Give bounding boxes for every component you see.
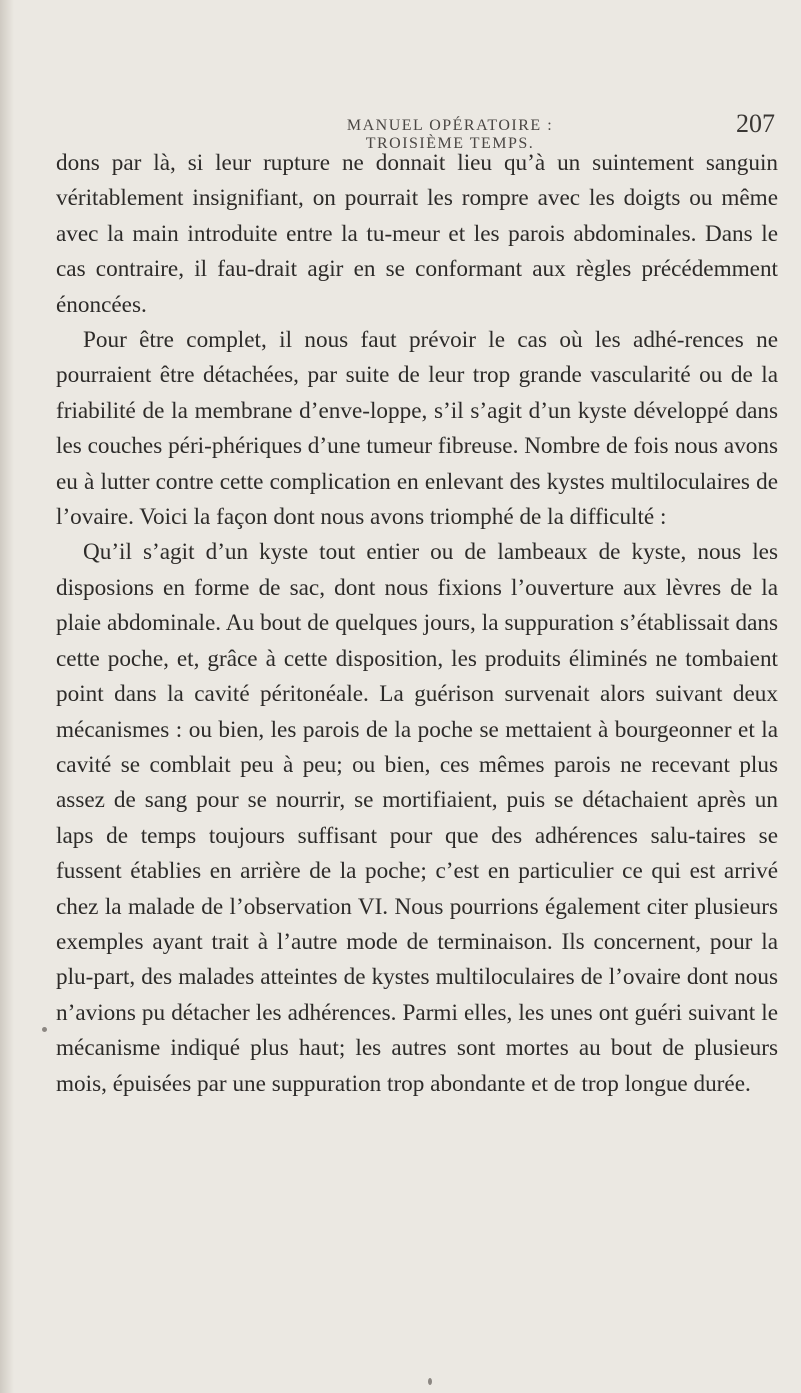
- body-text: [56, 146, 778, 1102]
- paragraph: Qu’il s’agit d’un kyste tout entier ou de lambeaux de kyste, nous les disposions en forme de sac, dont nous fixions l’ouverture aux lèvres de la plaie abdominale. Au bout de quelques jours, la suppuration s’établissait dans cette poche, et, grâce à cette disposition, les produits éliminés ne tombaient point dans la cavité péritonéale. La guérison survenait alors suivant deux mécanismes : ou bien, les parois de la poche se mettaient à bourgeonner et la cavité se comblait peu à peu; ou bien, ces mêmes parois ne recevant plus assez de sang pour se nourrir, se mortifiaient, puis se détachaient après un laps de temps toujours suffisant pour que des adhérences salu-taires se fussent établies en arrière de la poche; c’est en particulier ce qui est arrivé chez la malade de l’observation VI. Nous pourrions également citer plusieurs exemples ayant trait à l’autre mode de terminaison. Ils concernent, pour la plu-part, des malades atteintes de kystes multiloculaires de l’ovaire dont nous n’avions pu détacher les adhérences. Parmi elles, les unes ont guéri suivant le mécanisme indiqué plus haut; les autres sont mortes au bout de plusieurs mois, épuisées par une suppuration trop abondante et de trop longue durée.: [56, 539, 778, 1097]
- running-head: [0, 103, 801, 152]
- page-number: 207: [736, 109, 775, 138]
- paper-speck: [42, 1027, 47, 1032]
- binding-edge: [0, 0, 14, 1393]
- paragraph: dons par là, si leur rupture ne donnait lieu qu’à un suintement sanguin véritablement insignifiant, on pourrait les rompre avec les doigts ou même avec la main introduite entre la tu-meur et les parois abdominales. Dans le cas contraire, il fau-drait agir en se conformant aux règles précédemment énoncées.: [56, 150, 778, 318]
- paragraph: Pour être complet, il nous faut prévoir le cas où les adhé-rences ne pourraient être détachées, par suite de leur trop grande vascularité ou de la friabilité de la membrane d’enve-loppe, s’il s’agit d’un kyste développé dans les couches péri-phériques d’une tumeur fibreuse. Nombre de fois nous avons eu à lutter contre cette complication en enlevant des kystes multiloculaires de l’ovaire. Voici la façon dont nous avons triomphé de la difficulté :: [56, 327, 778, 531]
- running-title: MANUEL OPÉRATOIRE : TROISIÈME TEMPS.: [346, 117, 554, 152]
- paper-speck: [428, 1378, 432, 1385]
